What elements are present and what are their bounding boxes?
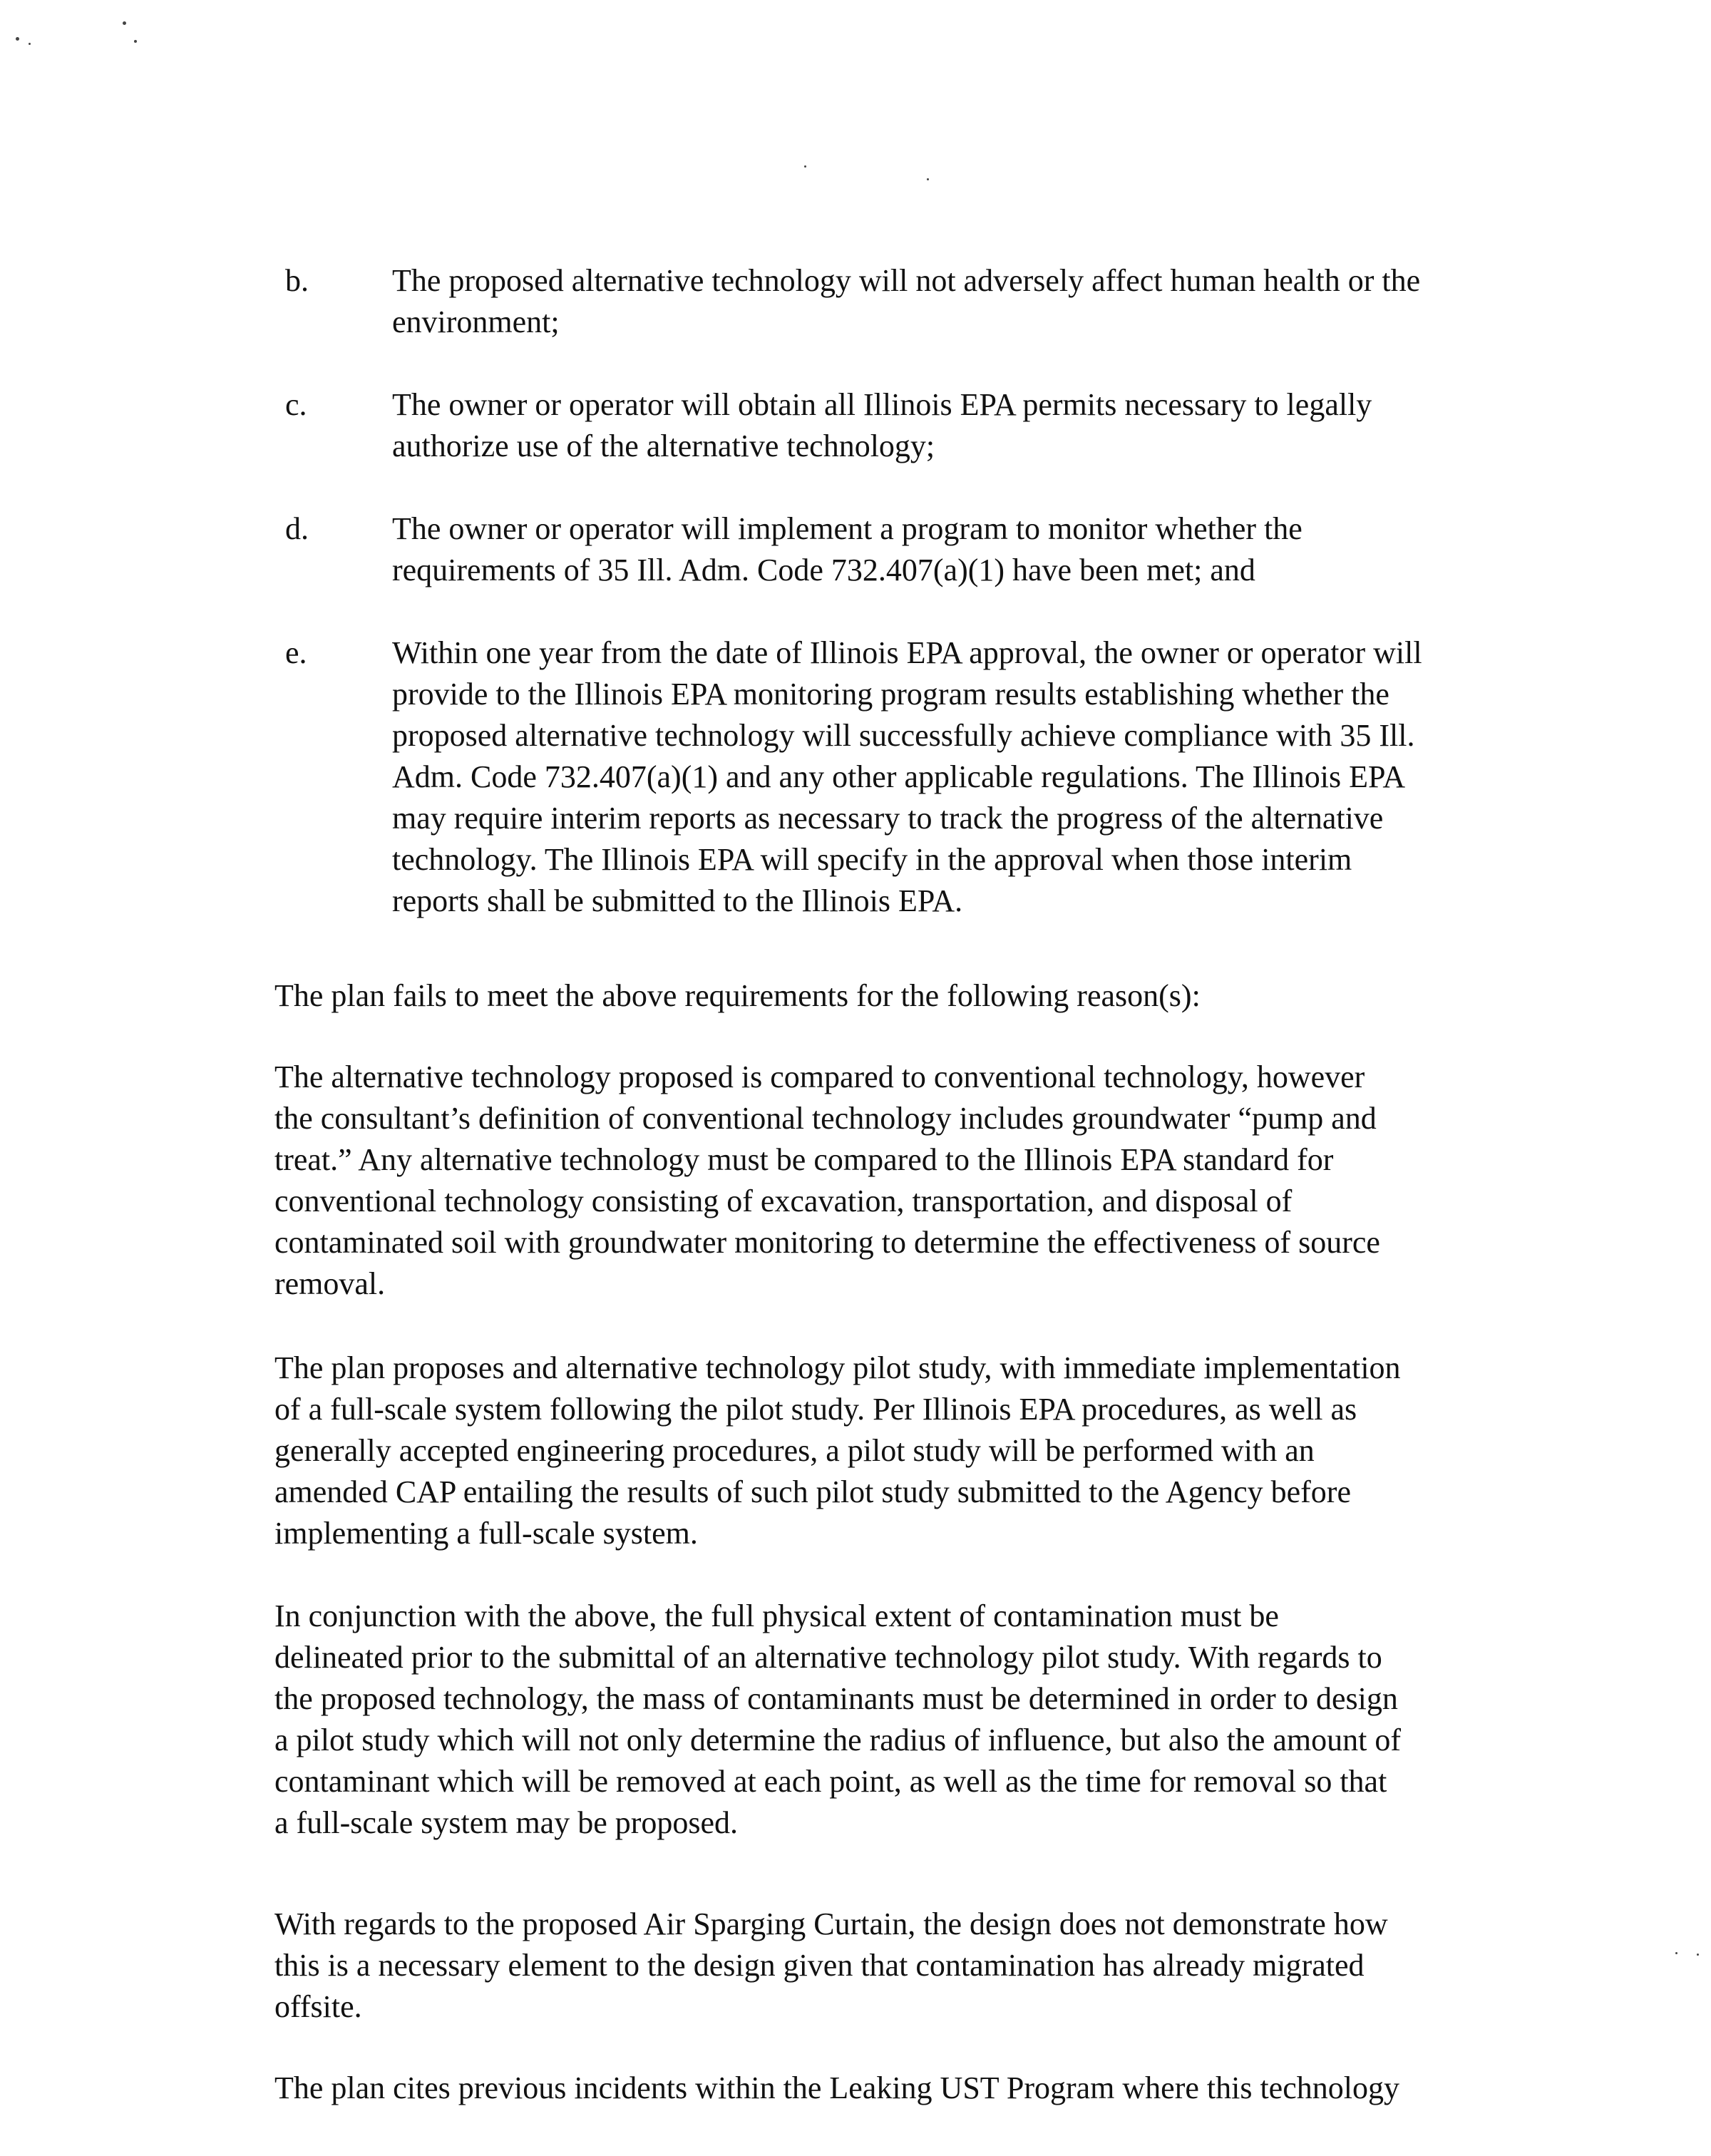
scan-speck bbox=[927, 178, 929, 180]
list-item bbox=[285, 508, 1583, 591]
paragraph-conventional-technology: The alternative technology proposed is compared to conventional technology, however the consultant’s definition of conventional technology includes groundwater “pump and treat.” Any alternative technology must be compared to the Illinois EPA standard for conventional technology consisting of excavation, transportation, and disposal of contaminated soil with groundwater monitoring to determine the effectiveness of source removal. bbox=[274, 1059, 1380, 1301]
paragraph-air-sparging: With regards to the proposed Air Sparging Curtain, the design does not demonstrate how this is a necessary element to the design given that contamination has already migrated offsite. bbox=[274, 1906, 1388, 2024]
scan-speck bbox=[16, 37, 19, 41]
list-item bbox=[285, 260, 1583, 343]
list-item bbox=[285, 384, 1583, 467]
paragraph-pilot-study: The plan proposes and alternative technology pilot study, with immediate implementation of a full-scale system following the pilot study. Per Illinois EPA procedures, as well as generally accepted engineering procedures, a pilot study will be performed with an amended CAP entailing the results of such pilot study submitted to the Agency before implementing a full-scale system. bbox=[274, 1350, 1401, 1551]
list-item-marker: e. bbox=[285, 635, 307, 670]
scan-speck bbox=[123, 21, 126, 25]
list-item-text: The owner or operator will obtain all Illinois EPA permits necessary to legally authorize use of the alternative technology; bbox=[392, 387, 1372, 463]
paragraph-reasons-intro: The plan fails to meet the above requirements for the following reason(s): bbox=[274, 978, 1201, 1013]
list-item-marker: c. bbox=[285, 387, 307, 422]
paragraph-contamination-extent: In conjunction with the above, the full physical extent of contamination must be delineated prior to the submittal of an alternative technology pilot study. With regards to the proposed technology, the mass of contaminants must be determined in order to design a pilot study which will not only determine the radius of influence, but also the amount of contaminant which will be removed at each point, as well as the time for removal so that a full-scale system may be proposed. bbox=[274, 1598, 1402, 1840]
scan-speck bbox=[1675, 1952, 1677, 1954]
scan-speck bbox=[29, 43, 31, 45]
paragraph-previous-incidents: The plan cites previous incidents within the Leaking UST Program where this technology bbox=[274, 2070, 1399, 2105]
list-item-marker: d. bbox=[285, 511, 309, 546]
list-item-marker: b. bbox=[285, 263, 309, 298]
scan-speck bbox=[804, 165, 806, 168]
list-item-text: Within one year from the date of Illinois EPA approval, the owner or operator will provide to the Illinois EPA monitoring program results establishing whether the proposed alternative technology will successfully achieve compliance with 35 Ill. Adm. Code 732.407(a)(1) and any other applicable regulations. The Illinois EPA may require interim reports as necessary to track the progress of the alternative technology. The Illinois EPA will specify in the approval when those interim reports shall be submitted to the Illinois EPA. bbox=[392, 635, 1422, 918]
requirements-list bbox=[285, 260, 1583, 963]
list-item-text: The owner or operator will implement a program to monitor whether the requirements of 35 Ill. Adm. Code 732.407(a)(1) have been met; and bbox=[392, 511, 1302, 587]
list-item-text: The proposed alternative technology will not adversely affect human health or the environment; bbox=[392, 263, 1421, 339]
list-item bbox=[285, 632, 1583, 922]
scan-speck bbox=[134, 40, 137, 43]
scan-speck bbox=[1697, 1954, 1699, 1956]
